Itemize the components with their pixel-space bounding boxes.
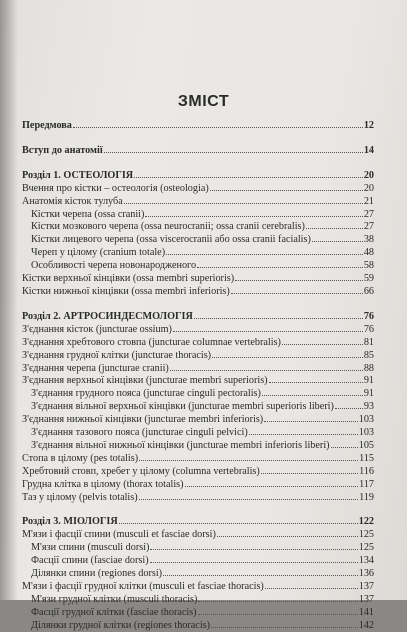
toc-entry <box>22 426 374 439</box>
table-of-contents <box>22 119 374 632</box>
toc-entry <box>22 387 374 400</box>
dot-leader <box>331 439 358 448</box>
toc-entry <box>22 491 374 504</box>
toc-page-number: 20 <box>363 169 374 181</box>
toc-heading <box>22 169 374 182</box>
toc-entry-title: З'єднання кісток (juncturae ossium) <box>22 323 172 335</box>
toc-page-number: 93 <box>363 401 374 413</box>
toc-entry <box>22 233 374 246</box>
toc-entry <box>22 182 374 195</box>
toc-entry-title: Вчення про кістки – остеологія (osteologia) <box>22 182 209 194</box>
dot-leader <box>145 208 362 217</box>
toc-entry-title: З'єднання тазового пояса (juncturae cinguli pelvici) <box>31 427 248 439</box>
toc-entry <box>22 478 374 491</box>
toc-entry-title: З'єднання грудного пояса (juncturae cinguli pectoralis) <box>31 388 261 400</box>
toc-entry-title: Передмова <box>22 120 72 131</box>
dot-leader <box>261 465 358 474</box>
toc-page-number: 117 <box>359 478 374 490</box>
toc-entry <box>22 439 374 452</box>
toc-entry-title: З'єднання вільної нижньої кінцівки (juncturae membri inferioris liberi) <box>31 439 330 451</box>
toc-page-number: 105 <box>358 439 374 451</box>
toc-entry <box>22 362 374 375</box>
dot-leader <box>312 233 363 242</box>
toc-entry-title: З'єднання хребтового стовпа (juncturae columnae vertebralis) <box>22 336 281 348</box>
toc-page-number: 91 <box>363 375 374 387</box>
toc-page-number: 76 <box>363 310 374 322</box>
dot-leader <box>150 554 358 563</box>
dot-leader <box>194 310 363 319</box>
toc-entry <box>22 246 374 259</box>
toc-page-number: 125 <box>358 529 374 541</box>
dot-leader <box>306 220 363 229</box>
toc-page-number: 91 <box>363 388 374 400</box>
toc-entry-title: Розділ 1. ОСТЕОЛОГІЯ <box>22 169 134 181</box>
dot-leader <box>173 323 363 332</box>
toc-entry <box>22 413 374 426</box>
dot-leader <box>73 119 363 128</box>
dot-leader <box>212 349 363 358</box>
dot-leader <box>264 413 358 422</box>
dot-leader <box>265 580 358 589</box>
toc-entry <box>22 374 374 387</box>
toc-entry <box>22 528 374 541</box>
toc-page-number: 119 <box>359 491 374 503</box>
toc-page-number: 103 <box>358 427 374 439</box>
dot-leader <box>231 285 363 294</box>
toc-heading <box>22 310 374 323</box>
section-gap <box>22 503 374 515</box>
toc-page-number: 59 <box>363 273 374 285</box>
toc-page-number: 81 <box>363 336 374 348</box>
toc-page-number: 134 <box>358 555 374 567</box>
toc-entry-title: Кістки черепа (ossa cranii) <box>31 208 145 220</box>
dot-leader <box>163 567 358 576</box>
toc-entry <box>22 323 374 336</box>
toc-entry <box>22 554 374 567</box>
toc-page-number: 48 <box>363 247 374 259</box>
toc-page-number: 116 <box>359 465 374 477</box>
toc-entry-title: Фасції грудної клітки (fasciae thoracis) <box>31 606 197 618</box>
toc-entry-title: Грудна клітка в цілому (thorax totalis) <box>22 478 184 490</box>
toc-page-number: 66 <box>363 285 374 297</box>
toc-entry-title: Хребтовий стовп, хребет у цілому (columna vertebralis) <box>22 465 260 477</box>
toc-entry-title: Ділянки грудної клітки (regiones thoracis) <box>31 619 211 631</box>
toc-page-number: 103 <box>358 414 374 426</box>
toc-entry-title: Кістки нижньої кінцівки (ossa membri inferioris) <box>22 285 230 297</box>
toc-entry-title: М'язи і фасції спини (musculi et fasciae dorsi) <box>22 529 216 541</box>
dot-leader <box>198 606 358 615</box>
toc-page-number: 20 <box>363 182 374 194</box>
toc-entry-title: М'язи грудної клітки (musculi thoracis) <box>31 593 198 605</box>
section-gap <box>22 132 374 144</box>
dot-leader <box>185 478 359 487</box>
toc-entry <box>22 208 374 221</box>
dot-leader <box>269 374 363 383</box>
toc-entry-title: Стопа в цілому (pes totalis) <box>22 452 139 464</box>
toc-page-number: 122 <box>358 516 374 528</box>
toc-entry <box>22 593 374 606</box>
toc-page-number: 142 <box>358 619 374 631</box>
toc-entry-title: Кістки верхньої кінцівки (ossa membri superioris) <box>22 273 235 285</box>
dot-leader <box>150 541 357 550</box>
toc-entry-title: З'єднання вільної верхньої кінцівки (juncturae membri superioris liberi) <box>31 401 334 413</box>
toc-heading <box>22 515 374 528</box>
dot-leader <box>249 426 358 435</box>
toc-entry <box>22 336 374 349</box>
toc-entry <box>22 195 374 208</box>
dot-leader <box>119 515 358 524</box>
dot-leader <box>282 336 363 345</box>
dot-leader <box>217 528 358 537</box>
toc-entry-title: З'єднання черепа (juncturae cranii) <box>22 362 169 374</box>
toc-entry <box>22 220 374 233</box>
dot-leader <box>211 619 358 628</box>
dot-leader <box>166 246 363 255</box>
dot-leader <box>104 144 363 153</box>
dot-leader <box>210 182 363 191</box>
toc-entry <box>22 541 374 554</box>
toc-entry <box>22 465 374 478</box>
dot-leader <box>197 259 363 268</box>
toc-page-number: 136 <box>358 568 374 580</box>
dot-leader <box>170 362 363 371</box>
toc-entry <box>22 452 374 465</box>
toc-entry-title: З'єднання верхньої кінцівки (juncturae membri superioris) <box>22 375 268 387</box>
toc-entry-title: Розділ 2. АРТРОСИНДЕСМОЛОГІЯ <box>22 310 193 322</box>
dot-leader <box>124 195 363 204</box>
toc-entry <box>22 580 374 593</box>
toc-entry-title: З'єднання грудної клітки (juncturae thoracis) <box>22 349 212 361</box>
toc-page-number: 141 <box>358 606 374 618</box>
toc-page-number: 21 <box>363 195 374 207</box>
section-gap <box>22 298 374 310</box>
toc-page-number: 85 <box>363 349 374 361</box>
toc-page-number: 137 <box>358 581 374 592</box>
page-title: ЗМІСТ <box>177 93 230 110</box>
dot-leader <box>198 593 357 602</box>
toc-entry <box>22 400 374 413</box>
page-binding-shadow <box>0 0 18 600</box>
toc-page-number: 58 <box>363 260 374 272</box>
toc-page-number: 88 <box>363 362 374 374</box>
toc-heading <box>22 144 374 157</box>
toc-page-number: 137 <box>358 593 374 605</box>
toc-entry <box>22 259 374 272</box>
section-gap <box>22 157 374 169</box>
toc-heading <box>22 119 374 132</box>
toc-page-number: 115 <box>359 452 374 464</box>
toc-page-number: 27 <box>363 208 374 220</box>
toc-entry-title: Таз у цілому (pelvis totalis) <box>22 491 138 503</box>
toc-page-number: 14 <box>363 144 374 156</box>
toc-entry-title: Вступ до анатомії <box>22 144 103 156</box>
toc-entry-title: Ділянки спини (regiones dorsi) <box>31 568 163 580</box>
dot-leader <box>235 272 363 281</box>
toc-entry-title: З'єднання нижньої кінцівки (juncturae membri inferioris) <box>22 414 264 426</box>
dot-leader <box>139 452 358 461</box>
toc-entry <box>22 619 374 632</box>
toc-entry <box>22 349 374 362</box>
toc-entry-title: Кістки мозкового черепа (ossa neurocranii; ossa cranii cerebralis) <box>31 221 305 233</box>
toc-entry-title: Кістки лицевого черепа (ossa viscerocranii або ossa cranii facialis) <box>31 234 311 246</box>
toc-page-number: 27 <box>363 221 374 233</box>
toc-entry-title: Анатомія кісток тулуба <box>22 195 123 207</box>
toc-page-number: 76 <box>363 323 374 335</box>
dot-leader <box>262 387 363 396</box>
toc-page-number: 125 <box>358 542 374 554</box>
dot-leader <box>335 400 363 409</box>
toc-entry-title: М'язи і фасції грудної клітки (musculi et fasciae thoracis) <box>22 581 264 592</box>
toc-page-number: 38 <box>363 234 374 246</box>
toc-entry-title: Фасції спини (fasciae dorsi) <box>31 555 149 567</box>
toc-page-number: 12 <box>363 120 374 131</box>
toc-entry <box>22 606 374 619</box>
toc-entry-title: Череп у цілому (cranium totale) <box>31 247 166 259</box>
toc-entry <box>22 285 374 298</box>
toc-entry-title: М'язи спини (musculi dorsi) <box>31 542 150 554</box>
dot-leader <box>139 491 358 500</box>
toc-entry <box>22 272 374 285</box>
dot-leader <box>134 169 363 178</box>
toc-entry-title: Розділ 3. МІОЛОГІЯ <box>22 516 118 528</box>
toc-entry <box>22 567 374 580</box>
toc-entry-title: Особливості черепа новонародженого <box>31 260 197 272</box>
